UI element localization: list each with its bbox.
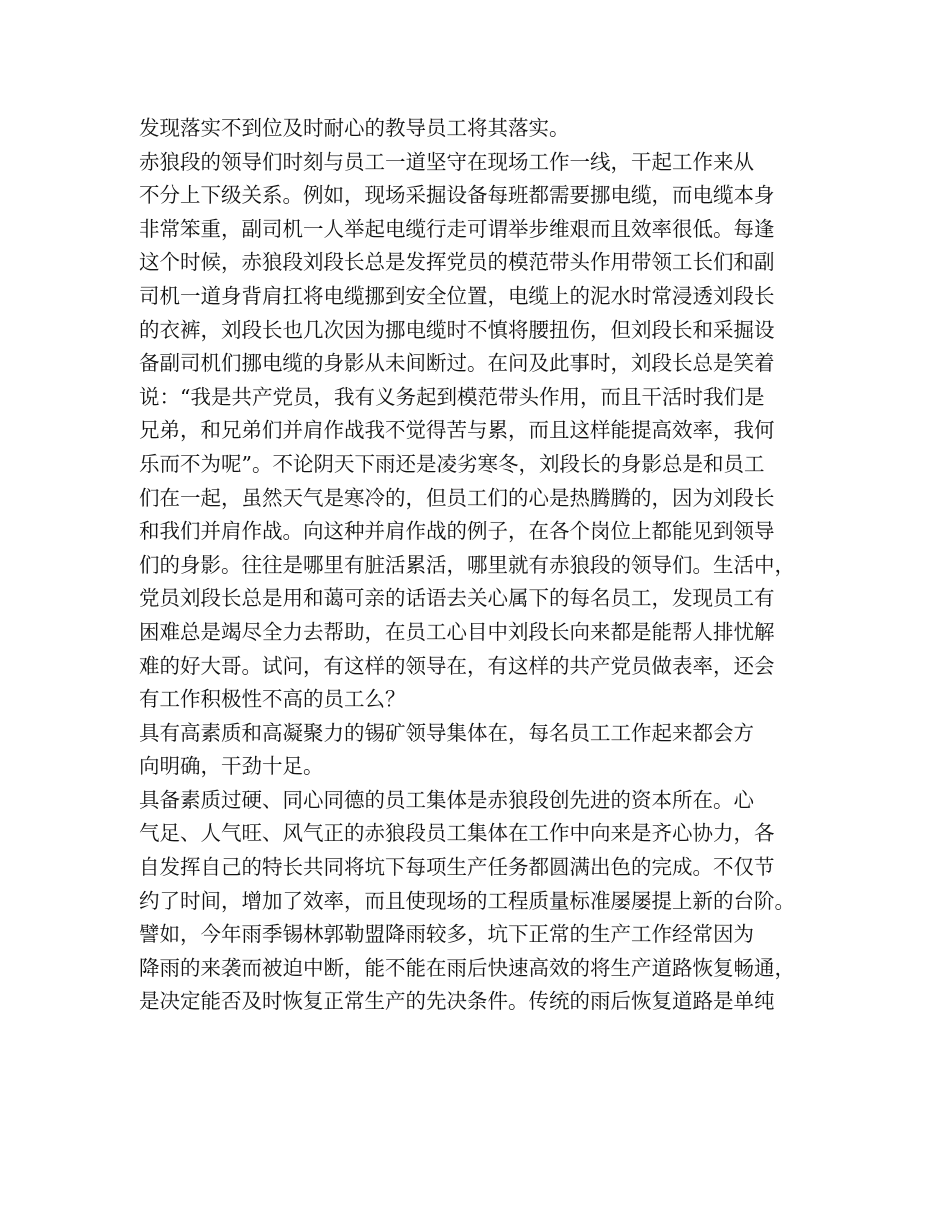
text-line: 和我们并肩作战。向这种并肩作战的例子，在各个岗位上都能见到领导 xyxy=(139,519,775,544)
text-line: 譬如，今年雨季锡林郭勒盟降雨较多，坑下正常的生产工作经常因为 xyxy=(139,922,754,947)
text-line: 发现落实不到位及时耐心的教导员工将其落实。 xyxy=(139,116,570,140)
text-line: 不分上下级关系。例如，现场采掘设备每班都需要挪电缆，而电缆本身 xyxy=(139,183,775,208)
text-line: 自发挥自己的特长共同将坑下每项生产任务都圆满出色的完成。不仅节 xyxy=(139,855,775,880)
text-line: 气足、人气旺、风气正的赤狼段员工集体在工作中向来是齐心协力，各 xyxy=(139,821,775,846)
text-line: 赤狼段的领导们时刻与员工一道坚守在现场工作一线，干起工作来从 xyxy=(139,149,754,174)
text-line: 说：“我是共产党员，我有义务起到模范带头作用，而且干活时我们是 xyxy=(139,384,765,409)
text-line: 的衣裤，刘段长也几次因为挪电缆时不慎将腰扭伤，但刘段长和采掘设 xyxy=(139,317,775,342)
text-line: 向明确，干劲十足。 xyxy=(139,754,324,779)
text-line: 党员刘段长总是用和蔼可亲的话语去关心属下的每名员工，发现员工有 xyxy=(139,586,775,611)
text-line: 具备素质过硬、同心同德的员工集体是赤狼段创先进的资本所在。心 xyxy=(139,787,754,812)
text-line: 有工作积极性不高的员工么？ xyxy=(139,687,406,712)
text-line: 这个时候，赤狼段刘段长总是发挥党员的模范带头作用带领工长们和副 xyxy=(139,250,775,275)
text-line: 约了时间，增加了效率，而且使现场的工程质量标准屡屡提上新的台阶。 xyxy=(139,888,795,913)
text-line: 是决定能否及时恢复正常生产的先决条件。传统的雨后恢复道路是单纯 xyxy=(139,989,775,1014)
text-line: 困难总是竭尽全力去帮助，在员工心目中刘段长向来都是能帮人排忧解 xyxy=(139,619,775,644)
text-line: 兄弟，和兄弟们并肩作战我不觉得苦与累，而且这样能提高效率，我何 xyxy=(139,418,775,443)
text-line: 司机一道身背肩扛将电缆挪到安全位置，电缆上的泥水时常浸透刘段长 xyxy=(139,283,775,308)
text-line: 具有高素质和高凝聚力的锡矿领导集体在，每名员工工作起来都会方 xyxy=(139,720,754,745)
body-text xyxy=(139,112,819,1019)
text-line: 备副司机们挪电缆的身影从未间断过。在问及此事时，刘段长总是笑着 xyxy=(139,351,775,376)
text-line: 乐而不为呢”。不论阴天下雨还是凌劣寒冬，刘段长的身影总是和员工 xyxy=(139,451,765,476)
text-line: 难的好大哥。试问，有这样的领导在，有这样的共产党员做表率，还会 xyxy=(139,653,775,678)
text-line: 们的身影。往往是哪里有脏活累活，哪里就有赤狼段的领导们。生活中， xyxy=(139,552,795,577)
text-line: 降雨的来袭而被迫中断，能不能在雨后快速高效的将生产道路恢复畅通， xyxy=(139,955,795,980)
text-line: 非常笨重，副司机一人举起电缆行走可谓举步维艰而且效率很低。每逢 xyxy=(139,216,775,241)
text-line: 们在一起，虽然天气是寒冷的，但员工们的心是热腾腾的，因为刘段长 xyxy=(139,485,775,510)
